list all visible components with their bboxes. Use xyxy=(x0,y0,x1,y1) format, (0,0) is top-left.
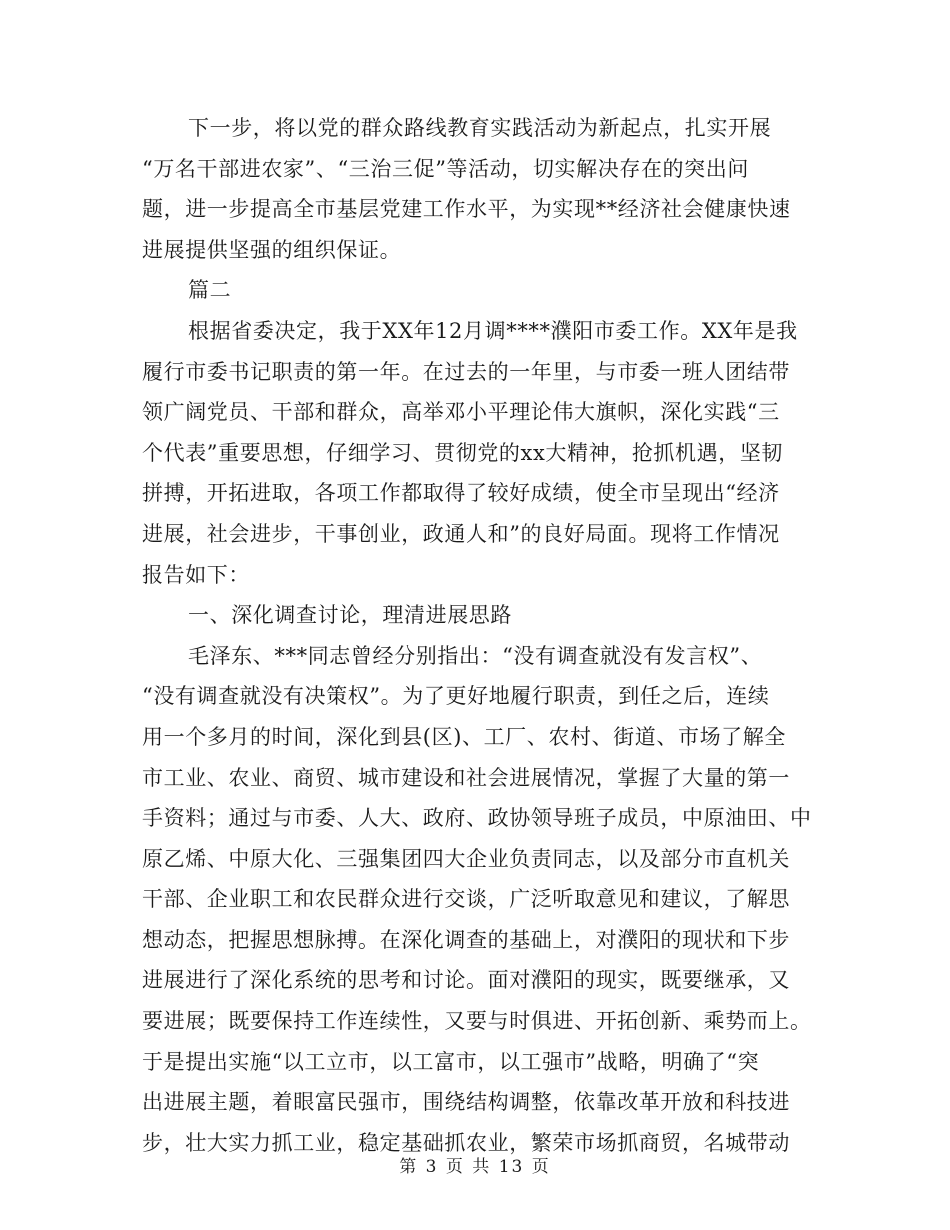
text-line: 进展，社会进步，干事创业，政通人和”的良好局面。现将工作情况 xyxy=(142,521,780,546)
text-line: 拼搏，开拓进取，各项工作都取得了较好成绩，使全市呈现出“经济 xyxy=(142,481,780,506)
text-line: 个代表”重要思想，仔细学习、贯彻党的xx大精神，抢抓机遇，坚韧 xyxy=(142,440,784,465)
text-line: 步，壮大实力抓工业，稳定基础抓农业，繁荣市场抓商贸，名城带动 xyxy=(142,1130,790,1155)
text-line: “万名干部进农家”、“三治三促”等活动，切实解决存在的突出问 xyxy=(142,156,749,181)
document-body xyxy=(142,108,812,1163)
text-line: 市工业、农业、商贸、城市建设和社会进展情况，掌握了大量的第一 xyxy=(142,765,790,790)
page-number-footer: 第 3 页 共 13 页 xyxy=(399,1157,551,1177)
text-line: 出进展主题，着眼富民强市，围绕结构调整，依靠改革开放和科技进 xyxy=(142,1090,790,1115)
text-line: 报告如下： xyxy=(142,562,250,587)
text-line: 题，进一步提高全市基层党建工作水平，为实现**经济社会健康快速 xyxy=(142,197,791,222)
text-line: 根据省委决定，我于XX年12月调****濮阳市委工作。XX年是我 xyxy=(188,318,798,343)
text-line: 原乙烯、中原大化、三强集团四大企业负责同志，以及部分市直机关 xyxy=(142,846,790,871)
text-line: 想动态，把握思想脉搏。在深化调查的基础上，对濮阳的现状和下步 xyxy=(142,927,790,952)
text-line: 手资料；通过与市委、人大、政府、政协领导班子成员，中原油田、中 xyxy=(142,806,812,831)
text-line: “没有调查就没有决策权”。为了更好地履行职责，到任之后，连续 xyxy=(142,684,770,709)
section-heading: 篇二 xyxy=(188,278,232,303)
text-line: 领广阔党员、干部和群众，高举邓小平理论伟大旗帜，深化实践“三 xyxy=(142,400,780,425)
text-line: 下一步，将以党的群众路线教育实践活动为新起点，扎实开展 xyxy=(188,116,772,140)
section-heading: 一、深化调查讨论，理清进展思路 xyxy=(188,603,512,628)
text-line: 用一个多月的时间，深化到县(区)、工厂、农村、街道、市场了解全 xyxy=(142,724,786,749)
text-line: 进展进行了深化系统的思考和讨论。面对濮阳的现实，既要继承，又 xyxy=(142,968,790,993)
text-line: 于是提出实施“以工立市，以工富市，以工强市”战略，明确了“突 xyxy=(142,1049,760,1074)
text-line: 干部、企业职工和农民群众进行交谈，广泛听取意见和建议，了解思 xyxy=(142,887,790,912)
text-line: 进展提供坚强的组织保证。 xyxy=(142,237,402,262)
text-line: 履行市委书记职责的第一年。在过去的一年里，与市委一班人团结带 xyxy=(142,359,790,384)
text-line: 要进展；既要保持工作连续性，又要与时俱进、开拓创新、乘势而上。 xyxy=(142,1009,812,1034)
text-line: 毛泽东、***同志曾经分别指出：“没有调查就没有发言权”、 xyxy=(188,643,763,668)
